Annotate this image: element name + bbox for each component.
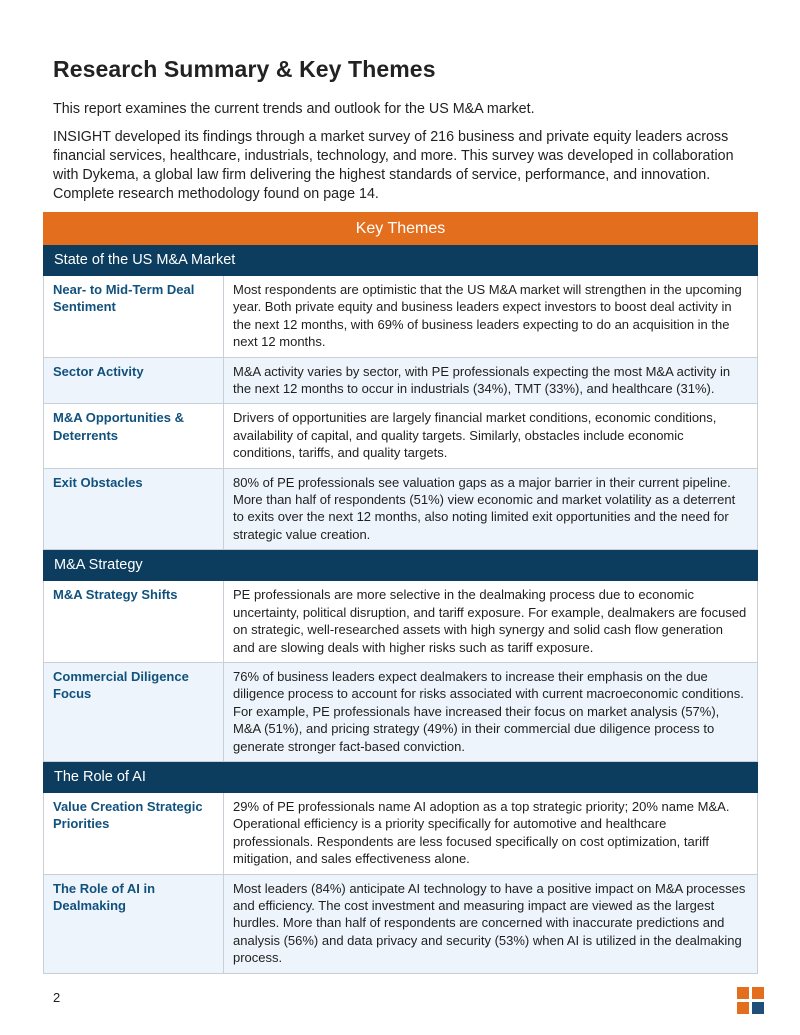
theme-label: Value Creation Strategic Priorities: [44, 792, 224, 874]
logo-square-orange-top-right: [752, 987, 764, 999]
page-number: 2: [53, 990, 61, 1005]
theme-label: M&A Strategy Shifts: [44, 581, 224, 663]
page-title: Research Summary & Key Themes: [53, 56, 436, 82]
section-header-row: [44, 550, 758, 581]
intro-paragraph-1: This report examines the current trends and outlook for the US M&A market.: [53, 101, 535, 117]
theme-label: Sector Activity: [44, 357, 224, 404]
section-heading-ai: The Role of AI: [44, 761, 758, 792]
theme-description: 29% of PE professionals name AI adoption as a top strategic priority; 20% name M&A. Operational efficiency is a priority specifically for automotive and healthcare professionals. Respondents are less focused specifically on cost optimization, tariff mitigation, and sales effectiveness alone.: [224, 792, 758, 874]
table-row: [44, 404, 758, 468]
section-heading-market: State of the US M&A Market: [44, 245, 758, 276]
theme-label: The Role of AI in Dealmaking: [44, 874, 224, 973]
section-header-row: [44, 761, 758, 792]
table-row: [44, 276, 758, 358]
table-row: [44, 581, 758, 663]
intro-paragraph-2: INSIGHT developed its findings through a market survey of 216 business and private equity leaders across financial services, healthcare, industrials, technology, and more. This survey was developed in collaboration with Dykema, a global law firm delivering the highest standards of service, performance, and innovation. Complete research methodology found on page 14.: [53, 129, 734, 202]
logo-square-blue-bottom-right: [752, 1002, 764, 1014]
table-row: [44, 792, 758, 874]
theme-description: Most respondents are optimistic that the US M&A market will strengthen in the upcoming year. Both private equity and business leaders expect investors to boost deal activity in the next 12 months, with 69% of business leaders expecting to do an acquisition in the next 12 months.: [224, 276, 758, 358]
table-row: [44, 662, 758, 761]
table-row: [44, 874, 758, 973]
table-row: [44, 468, 758, 550]
theme-description: PE professionals are more selective in the dealmaking process due to economic uncertainty, political disruption, and tariff exposure. For example, dealmakers are focused on strategic, well-researched assets with high synergy and solid cash flow generation and are slowing deals with higher risks such as tariff exposure.: [224, 581, 758, 663]
logo-square-orange-top-left: [737, 987, 749, 999]
theme-label: M&A Opportunities & Deterrents: [44, 404, 224, 468]
theme-description: M&A activity varies by sector, with PE professionals expecting the most M&A activity in the next 12 months to occur in industrials (34%), TMT (33%), and healthcare (31%).: [224, 357, 758, 404]
theme-label: Exit Obstacles: [44, 468, 224, 550]
key-themes-table: [43, 212, 758, 974]
theme-description: 80% of PE professionals see valuation gaps as a major barrier in their current pipeline. More than half of respondents (51%) view economic and market volatility as a deterrent to exits over the next 12 months, also noting limited exit opportunities and the need for strategic value creation.: [224, 468, 758, 550]
theme-description: 76% of business leaders expect dealmakers to increase their emphasis on the due diligence process to account for risks associated with current macroeconomic conditions. For example, PE professionals have increased their focus on market analysis (57%), M&A (51%), and pricing strategy (49%) in their commercial due diligence process to generate stronger fact-based conviction.: [224, 662, 758, 761]
section-heading-strategy: M&A Strategy: [44, 550, 758, 581]
theme-label: Near- to Mid-Term Deal Sentiment: [44, 276, 224, 358]
four-squares-logo-icon: [737, 987, 765, 1015]
theme-label: Commercial Diligence Focus: [44, 662, 224, 761]
theme-description: Drivers of opportunities are largely financial market conditions, economic conditions, availability of capital, and quality targets. Similarly, obstacles include economic conditions, tariffs, and quality targets.: [224, 404, 758, 468]
logo-square-orange-bottom-left: [737, 1002, 749, 1014]
key-themes-banner: Key Themes: [44, 213, 758, 245]
section-header-row: [44, 245, 758, 276]
table-row: [44, 357, 758, 404]
theme-description: Most leaders (84%) anticipate AI technology to have a positive impact on M&A processes and efficiency. The cost investment and measuring impact are viewed as the largest hurdles. More than half of respondents are concerned with inaccurate predictions and analysis (56%) and data privacy and security (53%) when AI is utilized in the dealmaking process.: [224, 874, 758, 973]
key-themes-banner-row: [44, 213, 758, 245]
